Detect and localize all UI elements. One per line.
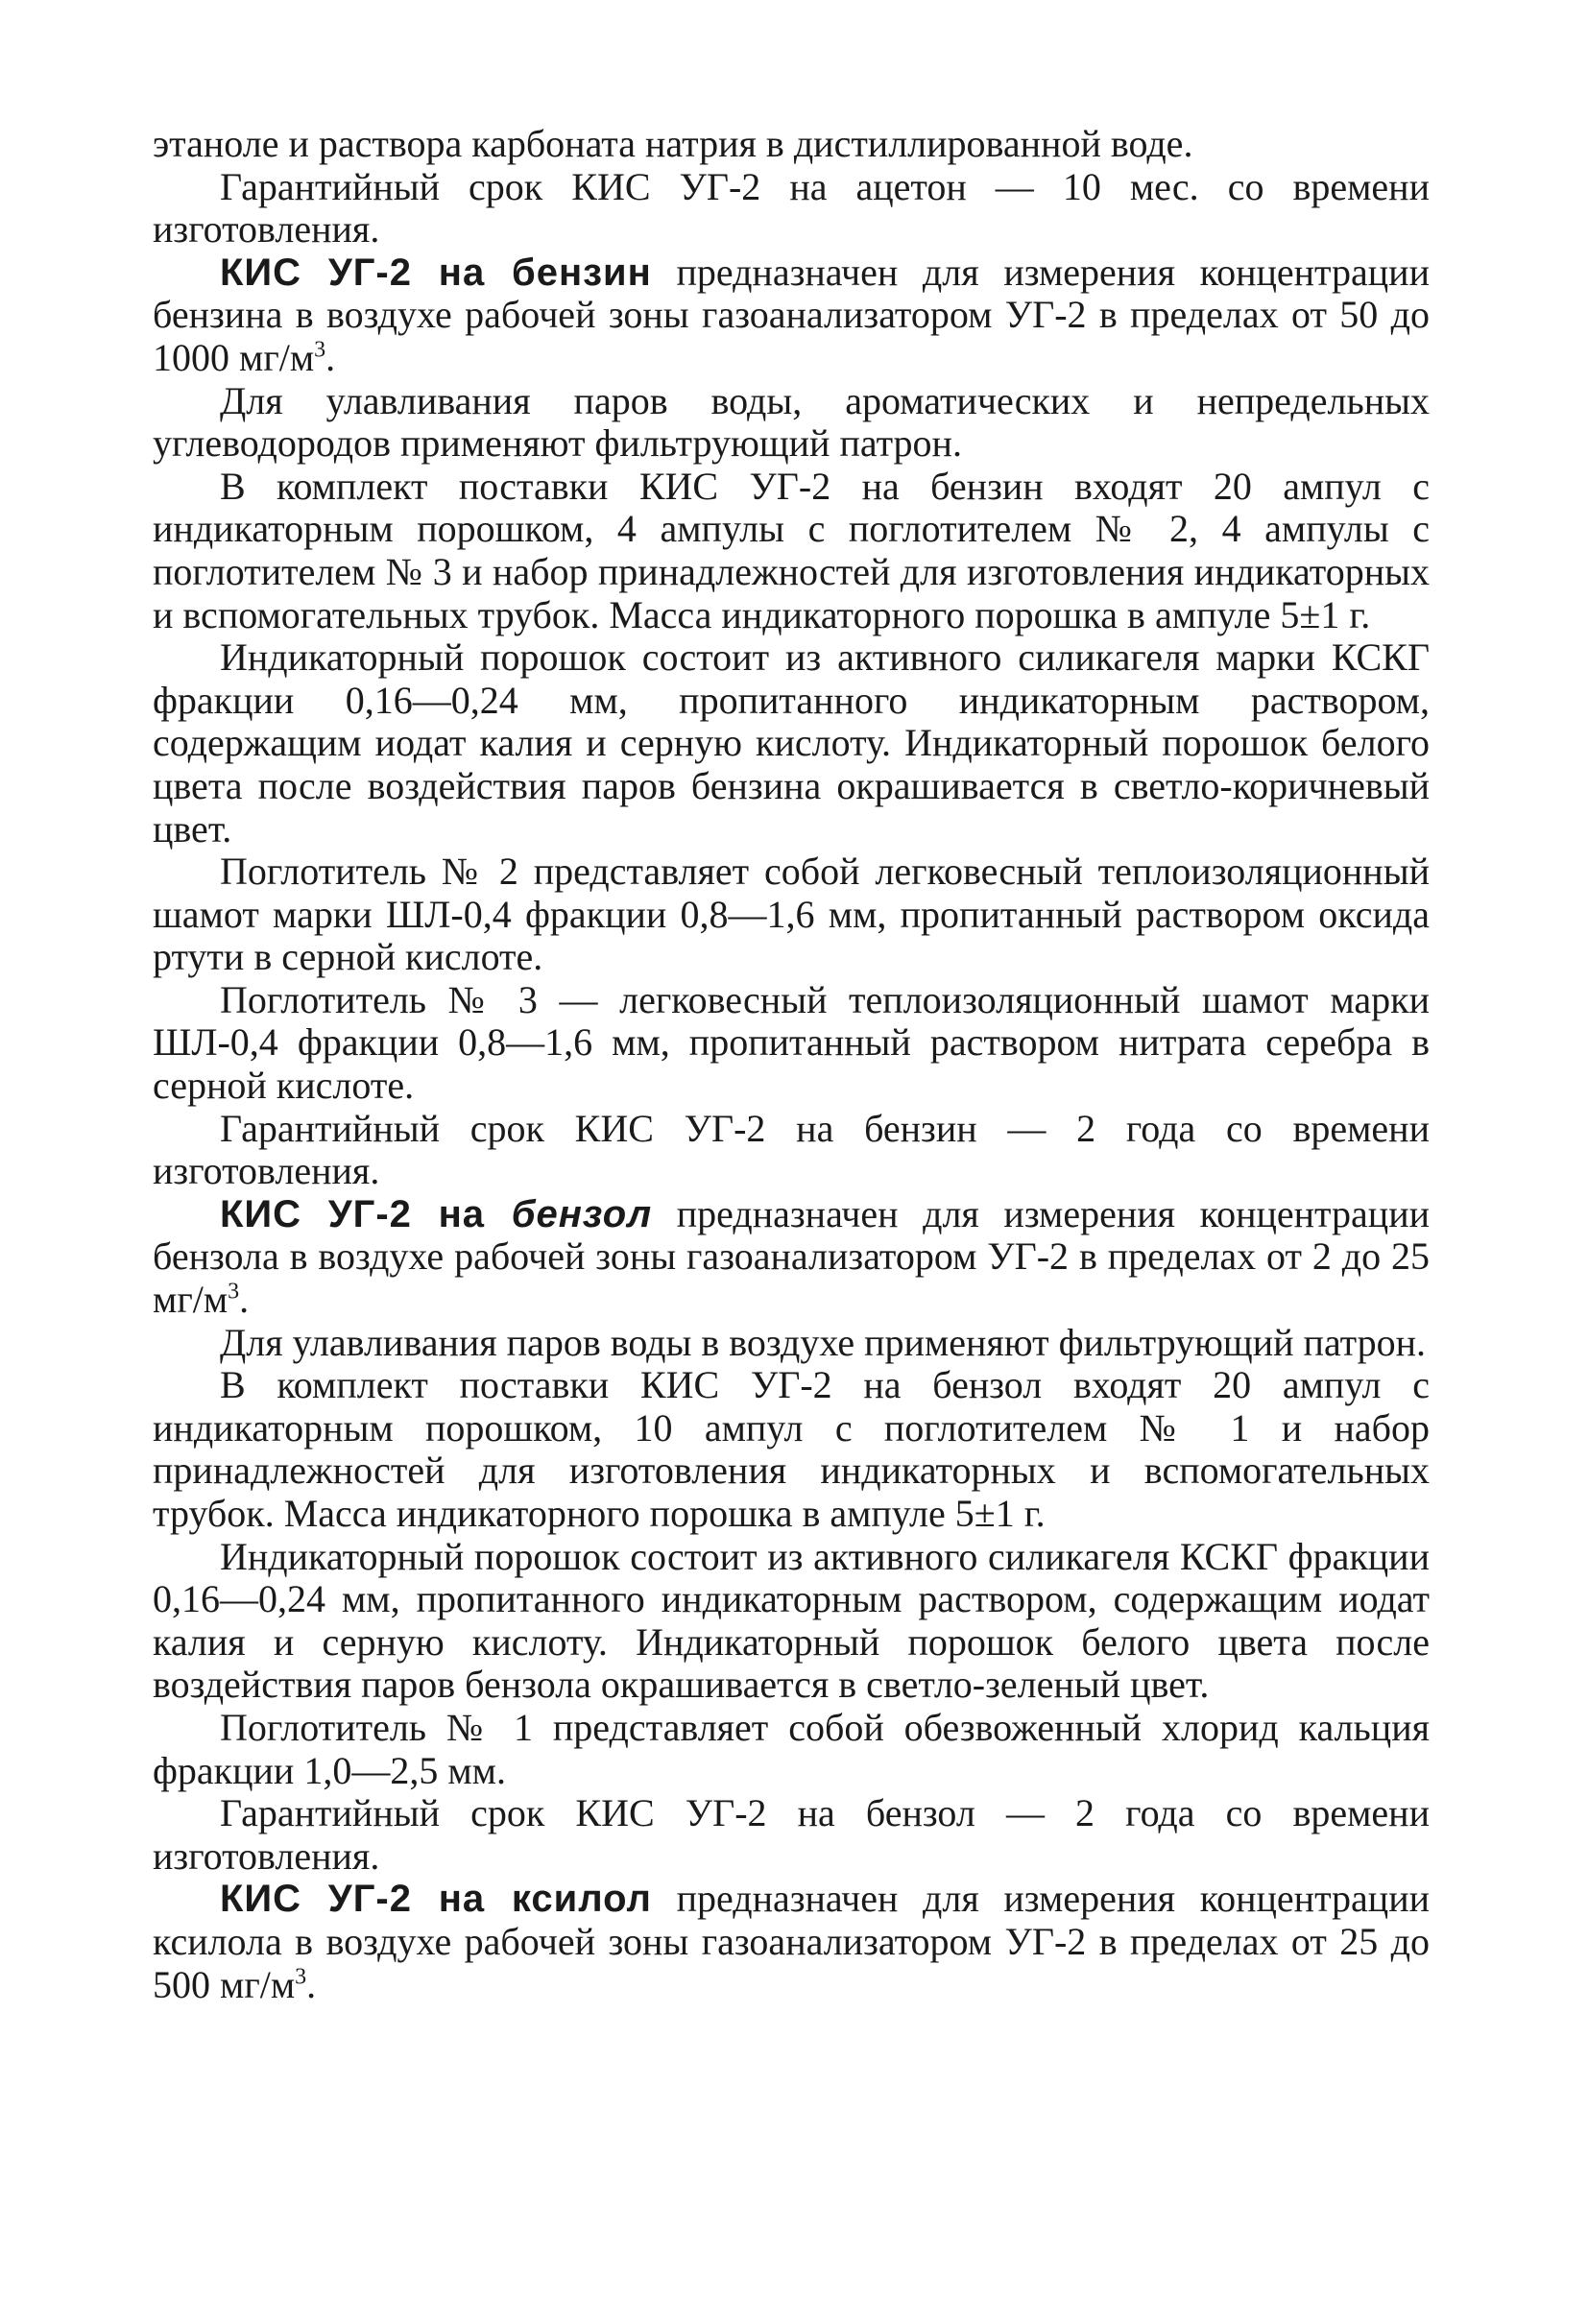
section-lead-benzin: КИС УГ-2 на бензин	[220, 251, 652, 294]
paragraph-absorber-1: Поглотитель № 1 представляет собой обезвоженный хлорид кальция фракции 1,0—2,5 мм.	[153, 1705, 1430, 1792]
paragraph-benzin-filter: Для улавливания паров воды, ароматических и непредельных углеводородов применяют фильтрующий патрон.	[153, 378, 1430, 466]
paragraph-benzol-intro: КИС УГ-2 на бензол предназначен для измерения концентрации бензола в воздухе рабочей зоны газоанализатором УГ-2 в пределах от 2 до 25 $мг/м^3$.	[153, 1191, 1431, 1322]
section-lead-benzol: КИС УГ-2 на бензол	[220, 1192, 653, 1235]
paragraph-acetone-solution: этаноле и раствора карбоната натрия в дистиллированной воде.	[153, 122, 1193, 165]
section-lead-xylol: КИС УГ-2 на ксилол	[220, 1878, 652, 1921]
paragraph-absorber-2: Поглотитель № 2 представляет собой легковесный теплоизоляционный шамот марки ШЛ-0,4 фракции 0,8—1,6 мм, пропитанный раствором оксида ртути в серной кислоте.	[153, 850, 1430, 979]
document-page	[153, 123, 1430, 2006]
paragraph-benzol-kit: В комплект поставки КИС УГ-2 на бензол входят 20 ампул с индикаторным порошком, 10 ампул с поглотителем № 1 и набор принадлежностей для изготовления индикаторных и вспомогательных трубок. Масса индикаторного порошка в ампуле 5±1 г.	[153, 1363, 1430, 1535]
paragraph-benzol-warranty: Гарантийный срок КИС УГ-2 на бензол — 2 года со времени изготовления.	[153, 1791, 1430, 1878]
paragraph-benzin-indicator: Индикаторный порошок состоит из активного силикагеля марки КСКГ фракции 0,16—0,24 мм, пропитанного индикаторным раствором, содержащим иодат калия и серную кислоту. Индикаторный порошок белого цвета после воздействия паров бензина окрашивается в светло-коричневый цвет.	[153, 635, 1430, 851]
paragraph-acetone-warranty: Гарантийный срок КИС УГ-2 на ацетон — 10 мес. со времени изготовления.	[153, 164, 1430, 252]
paragraph-absorber-3: Поглотитель № 3 — легковесный теплоизоляционный шамот марки ШЛ-0,4 фракции 0,8—1,6 мм, пропитанный раствором нитрата серебра в серной кислоте.	[153, 977, 1430, 1108]
paragraph-xylol-intro: КИС УГ-2 на ксилол предназначен для измерения концентрации ксилола в воздухе рабочей зоны газоанализатором УГ-2 в пределах от 25 до 500 $мг/м^3$.	[153, 1877, 1431, 2006]
paragraph-benzin-intro: КИС УГ-2 на бензин предназначен для измерения концентрации бензина в воздухе рабочей зоны газоанализатором УГ-2 в пределах от 50 до 1000 $мг/м^3$.	[153, 250, 1430, 379]
paragraph-benzol-indicator: Индикаторный порошок состоит из активного силикагеля КСКГ фракции 0,16—0,24 мм, пропитанного индикаторным раствором, содержащим иодат калия и серную кислоту. Индикаторный порошок белого цвета после воздействия паров бензола окрашивается в светло-зеленый цвет.	[153, 1534, 1430, 1707]
paragraph-benzin-kit: В комплект поставки КИС УГ-2 на бензин входят 20 ампул с индикаторным порошком, 4 ампулы с поглотителем № 2, 4 ампулы с поглотителем № 3 и набор принадлежностей для изготовления индикаторных и вспомогательных трубок. Масса индикаторного порошка в ампуле 5±1 г.	[153, 464, 1430, 636]
paragraph-benzol-filter: Для улавливания паров воды в воздухе применяют фильтрующий патрон.	[220, 1320, 1427, 1364]
paragraph-benzin-warranty: Гарантийный срок КИС УГ-2 на бензин — 2 года со времени изготовления.	[153, 1106, 1430, 1193]
